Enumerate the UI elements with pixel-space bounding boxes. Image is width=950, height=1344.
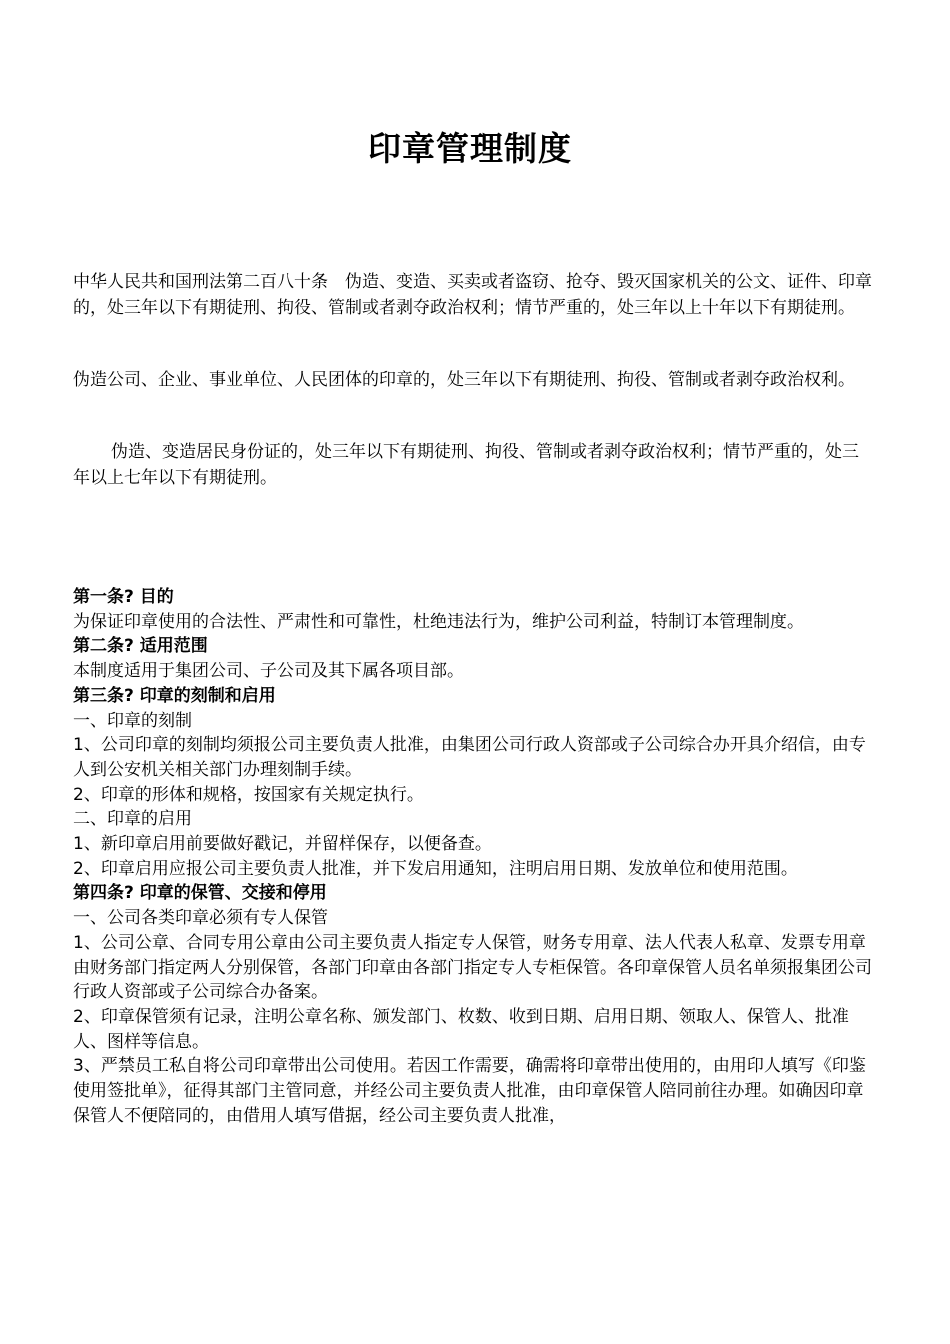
clause-text: 2、印章启用应报公司主要负责人批准，并下发启用通知，注明启用日期、发放单位和使用范围。 — [73, 858, 798, 879]
article-heading: 第四条? 印章的保管、交接和停用 — [73, 883, 327, 904]
section-heading: 二、印章的启用 — [73, 809, 192, 830]
clause-text: 3、严禁员工私自将公司印章带出公司使用。若因工作需要，确需将印章带出使用的，由用印人填写《印鉴使用签批单》，征得其部门主管同意，并经公司主要负责人批准，由印章保管人陪同前往办理。如确因印章保管人不便陪同的，由借用人填写借据，经公司主要负责人批准， — [73, 1056, 866, 1126]
law-paragraph-1: 中华人民共和国刑法第二百八十条 伪造、变造、买卖或者盗窃、抢夺、毁灭国家机关的公文、证件、印章的，处三年以下有期徒刑、拘役、管制或者剥夺政治权利；情节严重的，处三年以上十年以下有期徒刑。 — [73, 272, 872, 318]
document-title: 印章管理制度 — [368, 129, 572, 168]
article-heading: 第一条? 目的 — [73, 587, 174, 607]
regulation-body — [73, 585, 873, 1128]
article-heading: 第三条? 印章的刻制和启用 — [73, 685, 276, 706]
clause-text: 1、公司印章的刻制均须报公司主要负责人批准，由集团公司行政人资部或子公司综合办开具介绍信，由专人到公安机关相关部门办理刻制手续。 — [73, 735, 866, 780]
clause-text: 1、新印章启用前要做好戳记，并留样保存，以便备查。 — [73, 834, 492, 855]
article-heading: 第二条? 适用范围 — [73, 636, 208, 657]
article-text: 为保证印章使用的合法性、严肃性和可靠性，杜绝违法行为，维护公司利益，特制订本管理制度。 — [73, 611, 804, 632]
clause-text: 2、印章的形体和规格，按国家有关规定执行。 — [73, 784, 424, 805]
article-text: 本制度适用于集团公司、子公司及其下属各项目部。 — [73, 661, 464, 682]
law-paragraph-2: 伪造公司、企业、事业单位、人民团体的印章的，处三年以下有期徒刑、拘役、管制或者剥夺政治权利。 — [73, 370, 855, 390]
law-paragraph-3: 伪造、变造居民身份证的，处三年以下有期徒刑、拘役、管制或者剥夺政治权利；情节严重的，处三年以上七年以下有期徒刑。 — [73, 442, 859, 488]
clause-text: 2、印章保管须有记录，注明公章名称、颁发部门、枚数、收到日期、启用日期、领取人、保管人、批准人、图样等信息。 — [73, 1006, 849, 1052]
section-heading: 一、印章的刻制 — [73, 710, 192, 731]
clause-text: 1、公司公章、合同专用公章由公司主要负责人指定专人保管，财务专用章、法人代表人私章、发票专用章由财务部门指定两人分别保管，各部门印章由各部门指定专人专柜保管。各印章保管人员名单须报集团公司行政人资部或子公司综合办备案。 — [73, 932, 872, 1003]
section-heading: 一、公司各类印章必须有专人保管 — [73, 908, 328, 929]
